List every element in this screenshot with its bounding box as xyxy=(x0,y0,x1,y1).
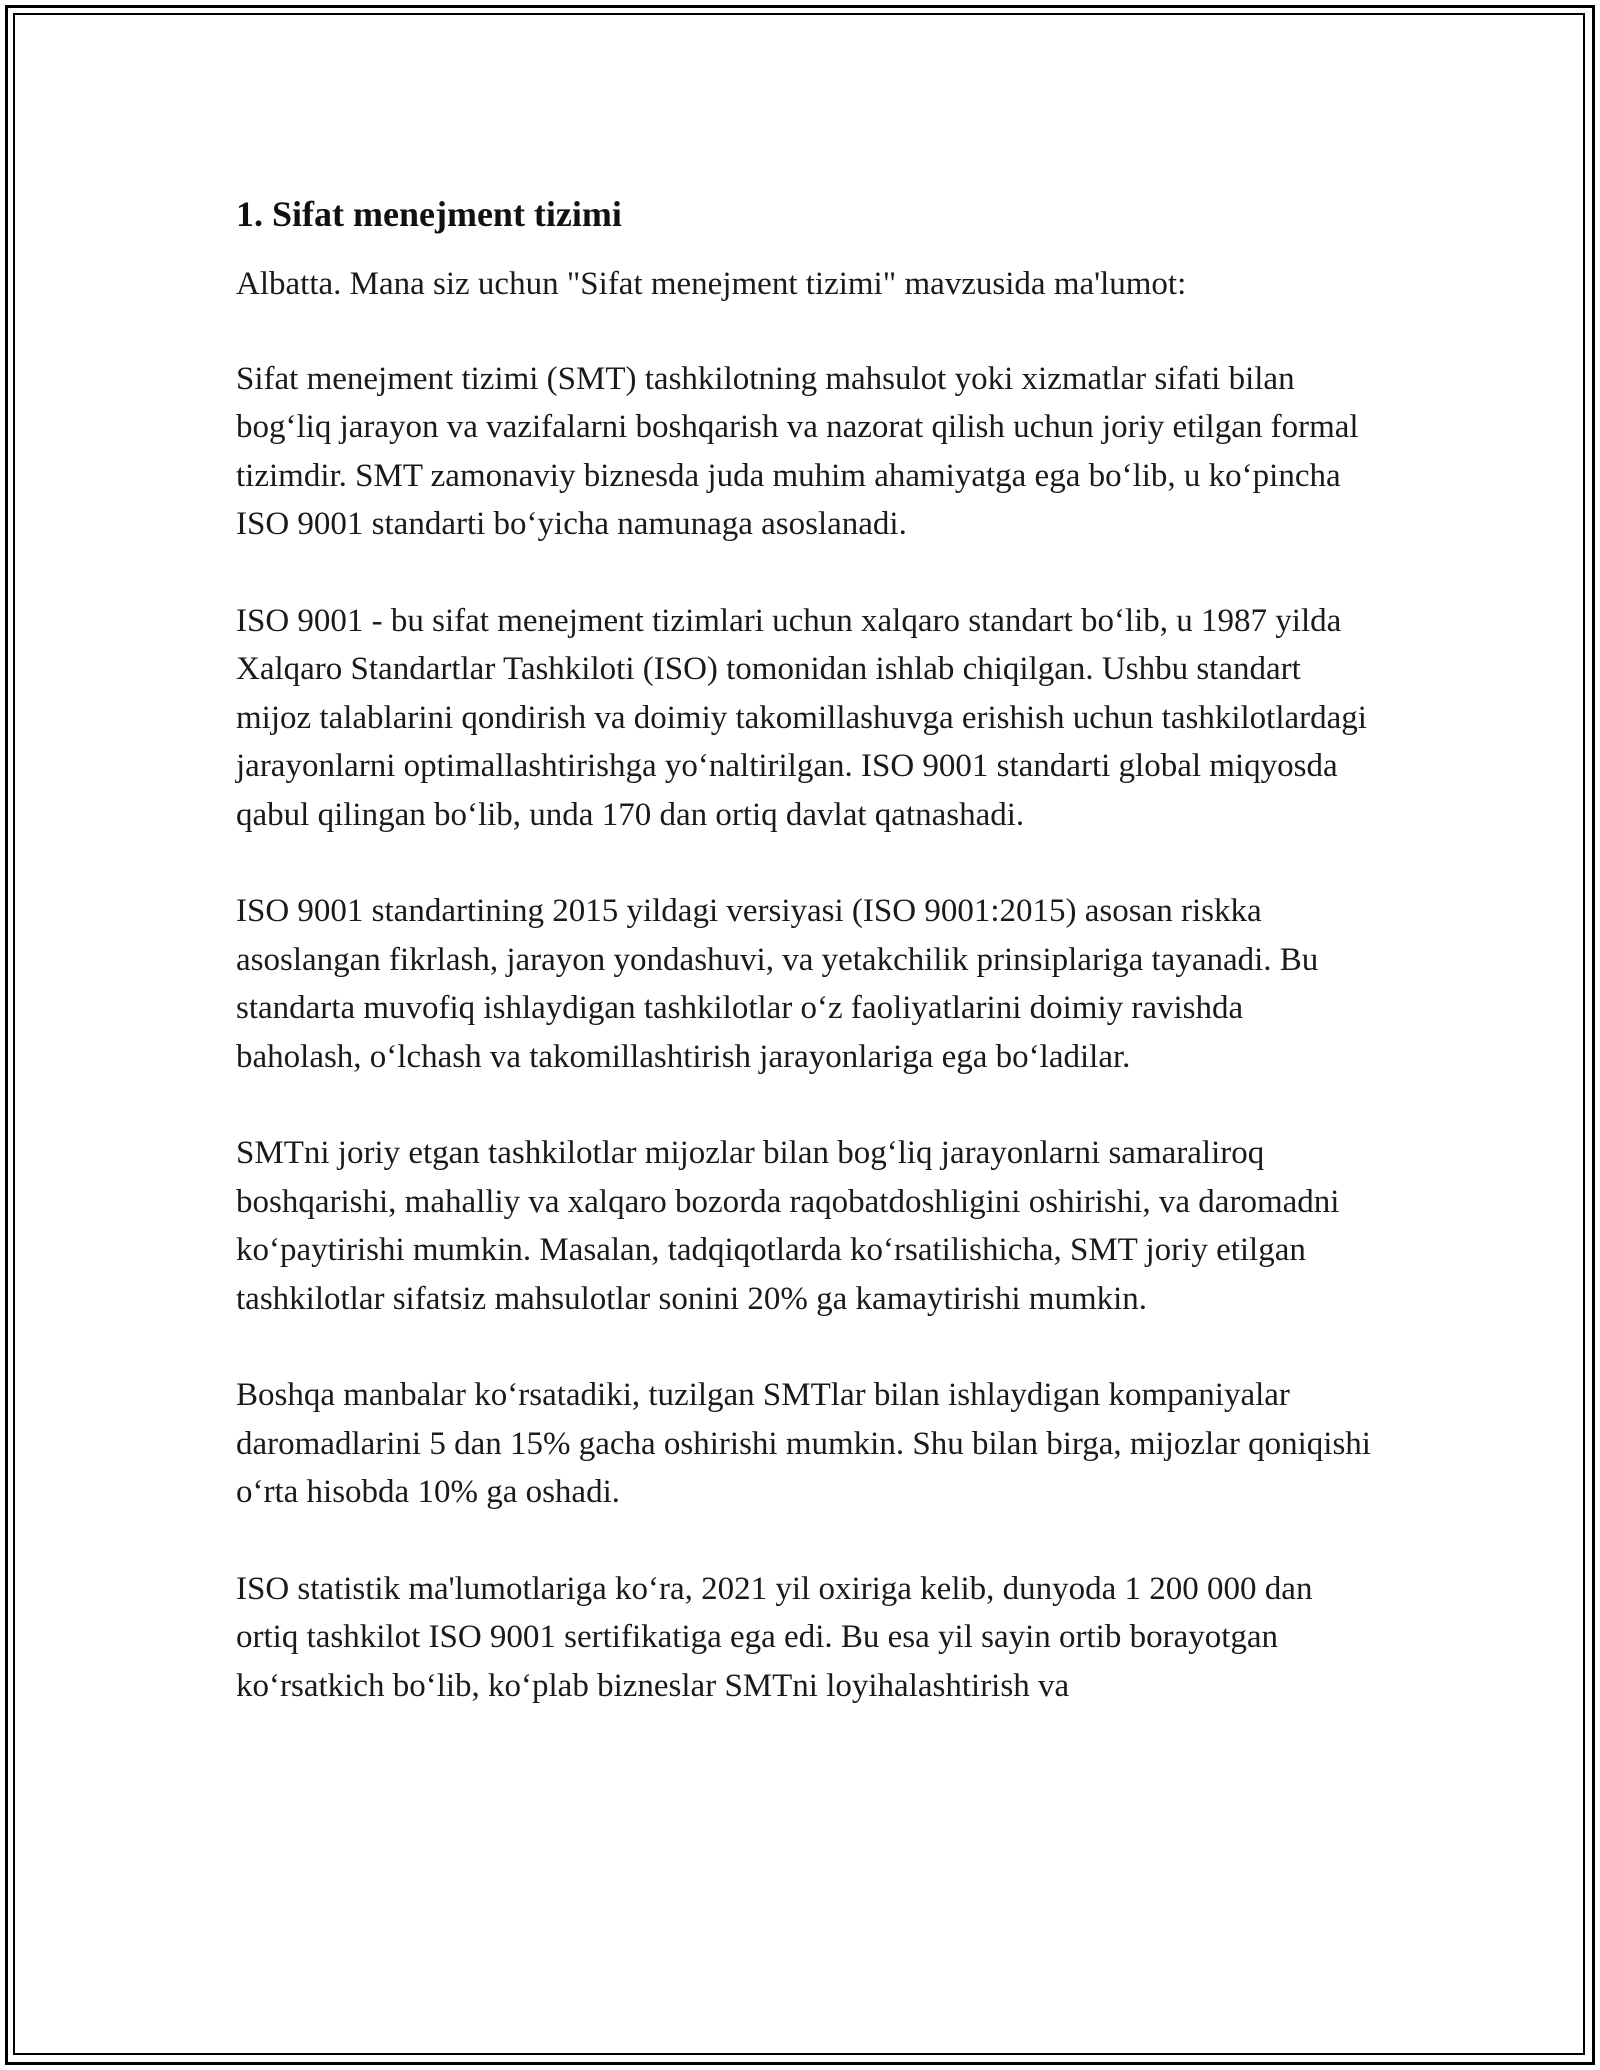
paragraph-iso-9001-2015: ISO 9001 standartining 2015 yildagi versiyasi (ISO 9001:2015) asosan riskka asoslangan fikrlash, jarayon yondashuvi, va yetakchilik prinsiplariga tayanadi. Bu standarta muvofiq ishlaydigan tashkilotlar o‘z faoliyatlarini doimiy ravishda baholash, o‘lchash va takomillashtirish jarayonlariga ega bo‘ladilar. xyxy=(236,893,1319,1075)
paragraph-smt-benefits: SMTni joriy etgan tashkilotlar mijozlar bilan bog‘liq jarayonlarni samaraliroq boshqarishi, mahalliy va xalqaro bozorda raqobatdoshligini oshirishi, va daromadni ko‘paytirishi mumkin. Masalan, tadqiqotlarda ko‘rsatilishicha, SMT joriy etilgan tashkilotlar sifatsiz mahsulotlar sonini 20% ga kamaytirishi mumkin. xyxy=(236,1135,1340,1317)
paragraph-intro: Albatta. Mana siz uchun "Sifat menejment tizimi" mavzusida ma'lumot: xyxy=(236,266,1187,302)
document-body xyxy=(236,188,1376,1758)
paragraph-iso-9001: ISO 9001 - bu sifat menejment tizimlari uchun xalqaro standart bo‘lib, u 1987 yilda Xalqaro Standartlar Tashkiloti (ISO) tomonidan ishlab chiqilgan. Ushbu standart mijoz talablarini qondirish va doimiy takomillashuvga erishish uchun tashkilotlardagi jarayonlarni optimallashtirishga yo‘naltirilgan. ISO 9001 standarti global miqyosda qabul qilingan bo‘lib, unda 170 dan ortiq davlat qatnashadi. xyxy=(236,602,1367,833)
paragraph-smt-definition: Sifat menejment tizimi (SMT) tashkilotning mahsulot yoki xizmatlar sifati bilan bog‘liq jarayon va vazifalarni boshqarish va nazorat qilish uchun joriy etilgan formal tizimdir. SMT zamonaviy biznesda juda muhim ahamiyatga ega bo‘lib, u ko‘pincha ISO 9001 standarti bo‘yicha namunaga asoslanadi. xyxy=(236,360,1359,542)
paragraph-iso-statistics: ISO statistik ma'lumotlariga ko‘ra, 2021 yil oxiriga kelib, dunyoda 1 200 000 dan ortiq tashkilot ISO 9001 sertifikatiga ega edi. Bu esa yil sayin ortib borayotgan ko‘rsatkich bo‘lib, ko‘plab bizneslar SMTni loyihalashtirish va xyxy=(236,1570,1313,1704)
paragraph-other-sources: Boshqa manbalar ko‘rsatadiki, tuzilgan SMTlar bilan ishlaydigan kompaniyalar daromadlarini 5 dan 15% gacha oshirishi mumkin. Shu bilan birga, mijozlar qoniqishi o‘rta hisobda 10% ga oshadi. xyxy=(236,1377,1371,1510)
section-heading: 1. Sifat menejment tizimi xyxy=(236,194,622,234)
